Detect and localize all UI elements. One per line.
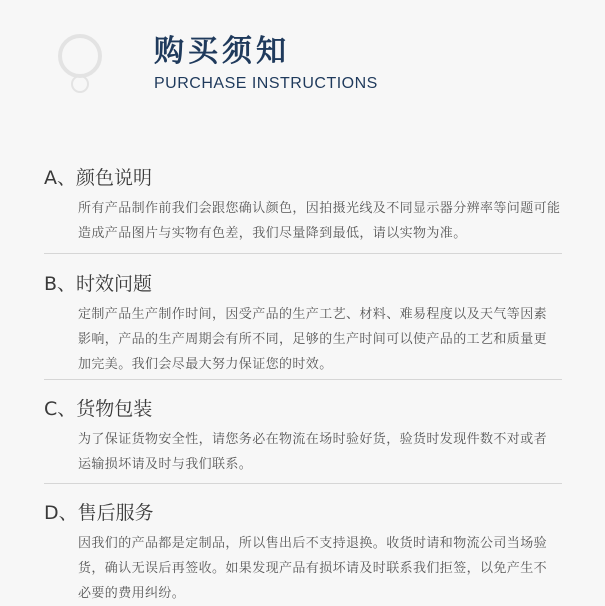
section-divider (44, 379, 562, 380)
section-line: 因我们的产品都是定制品，所以售出后不支持退换。收货时请和物流公司当场验 (78, 536, 548, 551)
page-title: 购买须知 (154, 34, 290, 69)
section-line: 货，确认无误后再签收。如果发现产品有损坏请及时联系我们拒签，以免产生不 (78, 561, 548, 576)
section-body (78, 531, 568, 606)
section-line: 所有产品制作前我们会跟您确认颜色，因拍摄光线及不同显示器分辨率等问题可能 (78, 201, 561, 216)
section-divider (44, 483, 562, 484)
section-line: 运输损坏请及时与我们联系。 (78, 457, 253, 472)
page-header (0, 0, 605, 120)
section-line: 必要的费用纠纷。 (78, 586, 186, 601)
section-title: B、时效问题 (44, 273, 153, 295)
large-ring-icon (58, 34, 102, 78)
small-ring-icon (71, 75, 89, 93)
section-body (78, 302, 568, 377)
section-divider (44, 253, 562, 254)
section-line: 定制产品生产制作时间，因受产品的生产工艺、材料、难易程度以及天气等因素 (78, 307, 548, 322)
section-body (78, 196, 568, 246)
section-line: 造成产品图片与实物有色差，我们尽量降到最低，请以实物为准。 (78, 226, 467, 241)
section-body (78, 427, 568, 477)
section-title: D、售后服务 (44, 502, 154, 524)
section-title: C、货物包装 (44, 398, 153, 420)
page-subtitle: PURCHASE INSTRUCTIONS (154, 75, 378, 92)
section-title: A、颜色说明 (44, 167, 152, 189)
section-line: 为了保证货物安全性，请您务必在物流在场时验好货，验货时发现件数不对或者 (78, 432, 548, 447)
section-line: 影响，产品的生产周期会有所不同，足够的生产时间可以使产品的工艺和质量更 (78, 332, 548, 347)
section-line: 加完美。我们会尽最大努力保证您的时效。 (78, 357, 333, 372)
rings-logo-icon (58, 34, 108, 96)
